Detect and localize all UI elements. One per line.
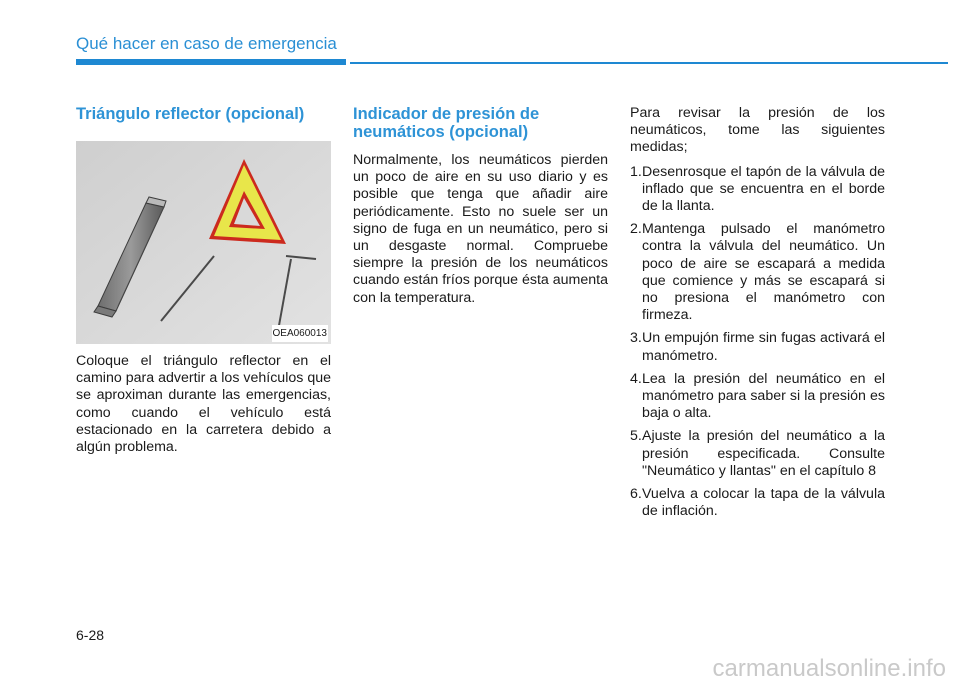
triangle-body-text: Coloque el triángulo reflector en el camino para advertir a los vehículos que se aproximan durante las emergencias, como cuando el vehículo está estacionado en la carretera debido a algún problema. [76, 353, 331, 456]
pressure-heading: Indicador de presión de neumáticos (opcional) [353, 105, 540, 141]
triangle-figure [76, 141, 331, 344]
step-number: 6. [630, 486, 642, 503]
step-number: 2. [630, 221, 642, 238]
warning-triangle-illustration [76, 141, 331, 344]
step-number: 3. [630, 330, 642, 347]
header-rule-thick [76, 59, 346, 65]
list-item [630, 164, 885, 216]
triangle-heading: Triángulo reflector (opcional) [76, 105, 305, 123]
step-text: Ajuste la presión del neumático a la presión especificada. Consulte "Neumático y llantas" en el capítulo 8 [642, 428, 885, 479]
step-number: 4. [630, 370, 642, 387]
column-steps [630, 105, 885, 526]
step-text: Desenrosque el tapón de la válvula de inflado que se encuentra en el borde de la llanta. [642, 163, 885, 215]
column-triangle [76, 105, 331, 456]
section-header-title: Qué hacer en caso de emergencia [76, 34, 337, 53]
steps-intro: Para revisar la presión de los neumáticos, tome las siguientes medidas; [630, 105, 885, 156]
steps-list [630, 164, 885, 521]
figure-code: OEA060013 [272, 325, 329, 342]
step-number: 1. [630, 163, 642, 180]
page-number: 6-28 [76, 627, 105, 643]
list-item [630, 428, 885, 480]
step-text: Un empujón firme sin fugas activará el manómetro. [642, 330, 885, 364]
pressure-body-text: Normalmente, los neumáticos pierden un poco de aire en su uso diario y es posible que tenga que añadir aire periódicamente. Esto no suele ser un signo de fuga en un neumático, pero si un desgaste normal. Compruebe siempre la presión de los neumáticos cuando están fríos porque ésta aumenta con la temperatura. [353, 152, 608, 306]
step-text: Vuelva a colocar la tapa de la válvula de inflación. [642, 486, 885, 520]
list-item [630, 221, 885, 324]
step-text: Lea la presión del neumático en el manómetro para saber si la presión es baja o alta. [642, 370, 885, 422]
step-text: Mantenga pulsado el manómetro contra la válvula del neumático. Un poco de aire se escapará a medida que comience y más se escapará si no presiona el manómetro con firmeza. [642, 221, 885, 324]
header-rule-thin [350, 62, 948, 64]
list-item [630, 486, 885, 520]
site-watermark: carmanualsonline.info [712, 655, 946, 682]
list-item [630, 330, 885, 364]
list-item [630, 371, 885, 423]
step-number: 5. [630, 428, 642, 445]
column-pressure-gauge [353, 105, 608, 307]
